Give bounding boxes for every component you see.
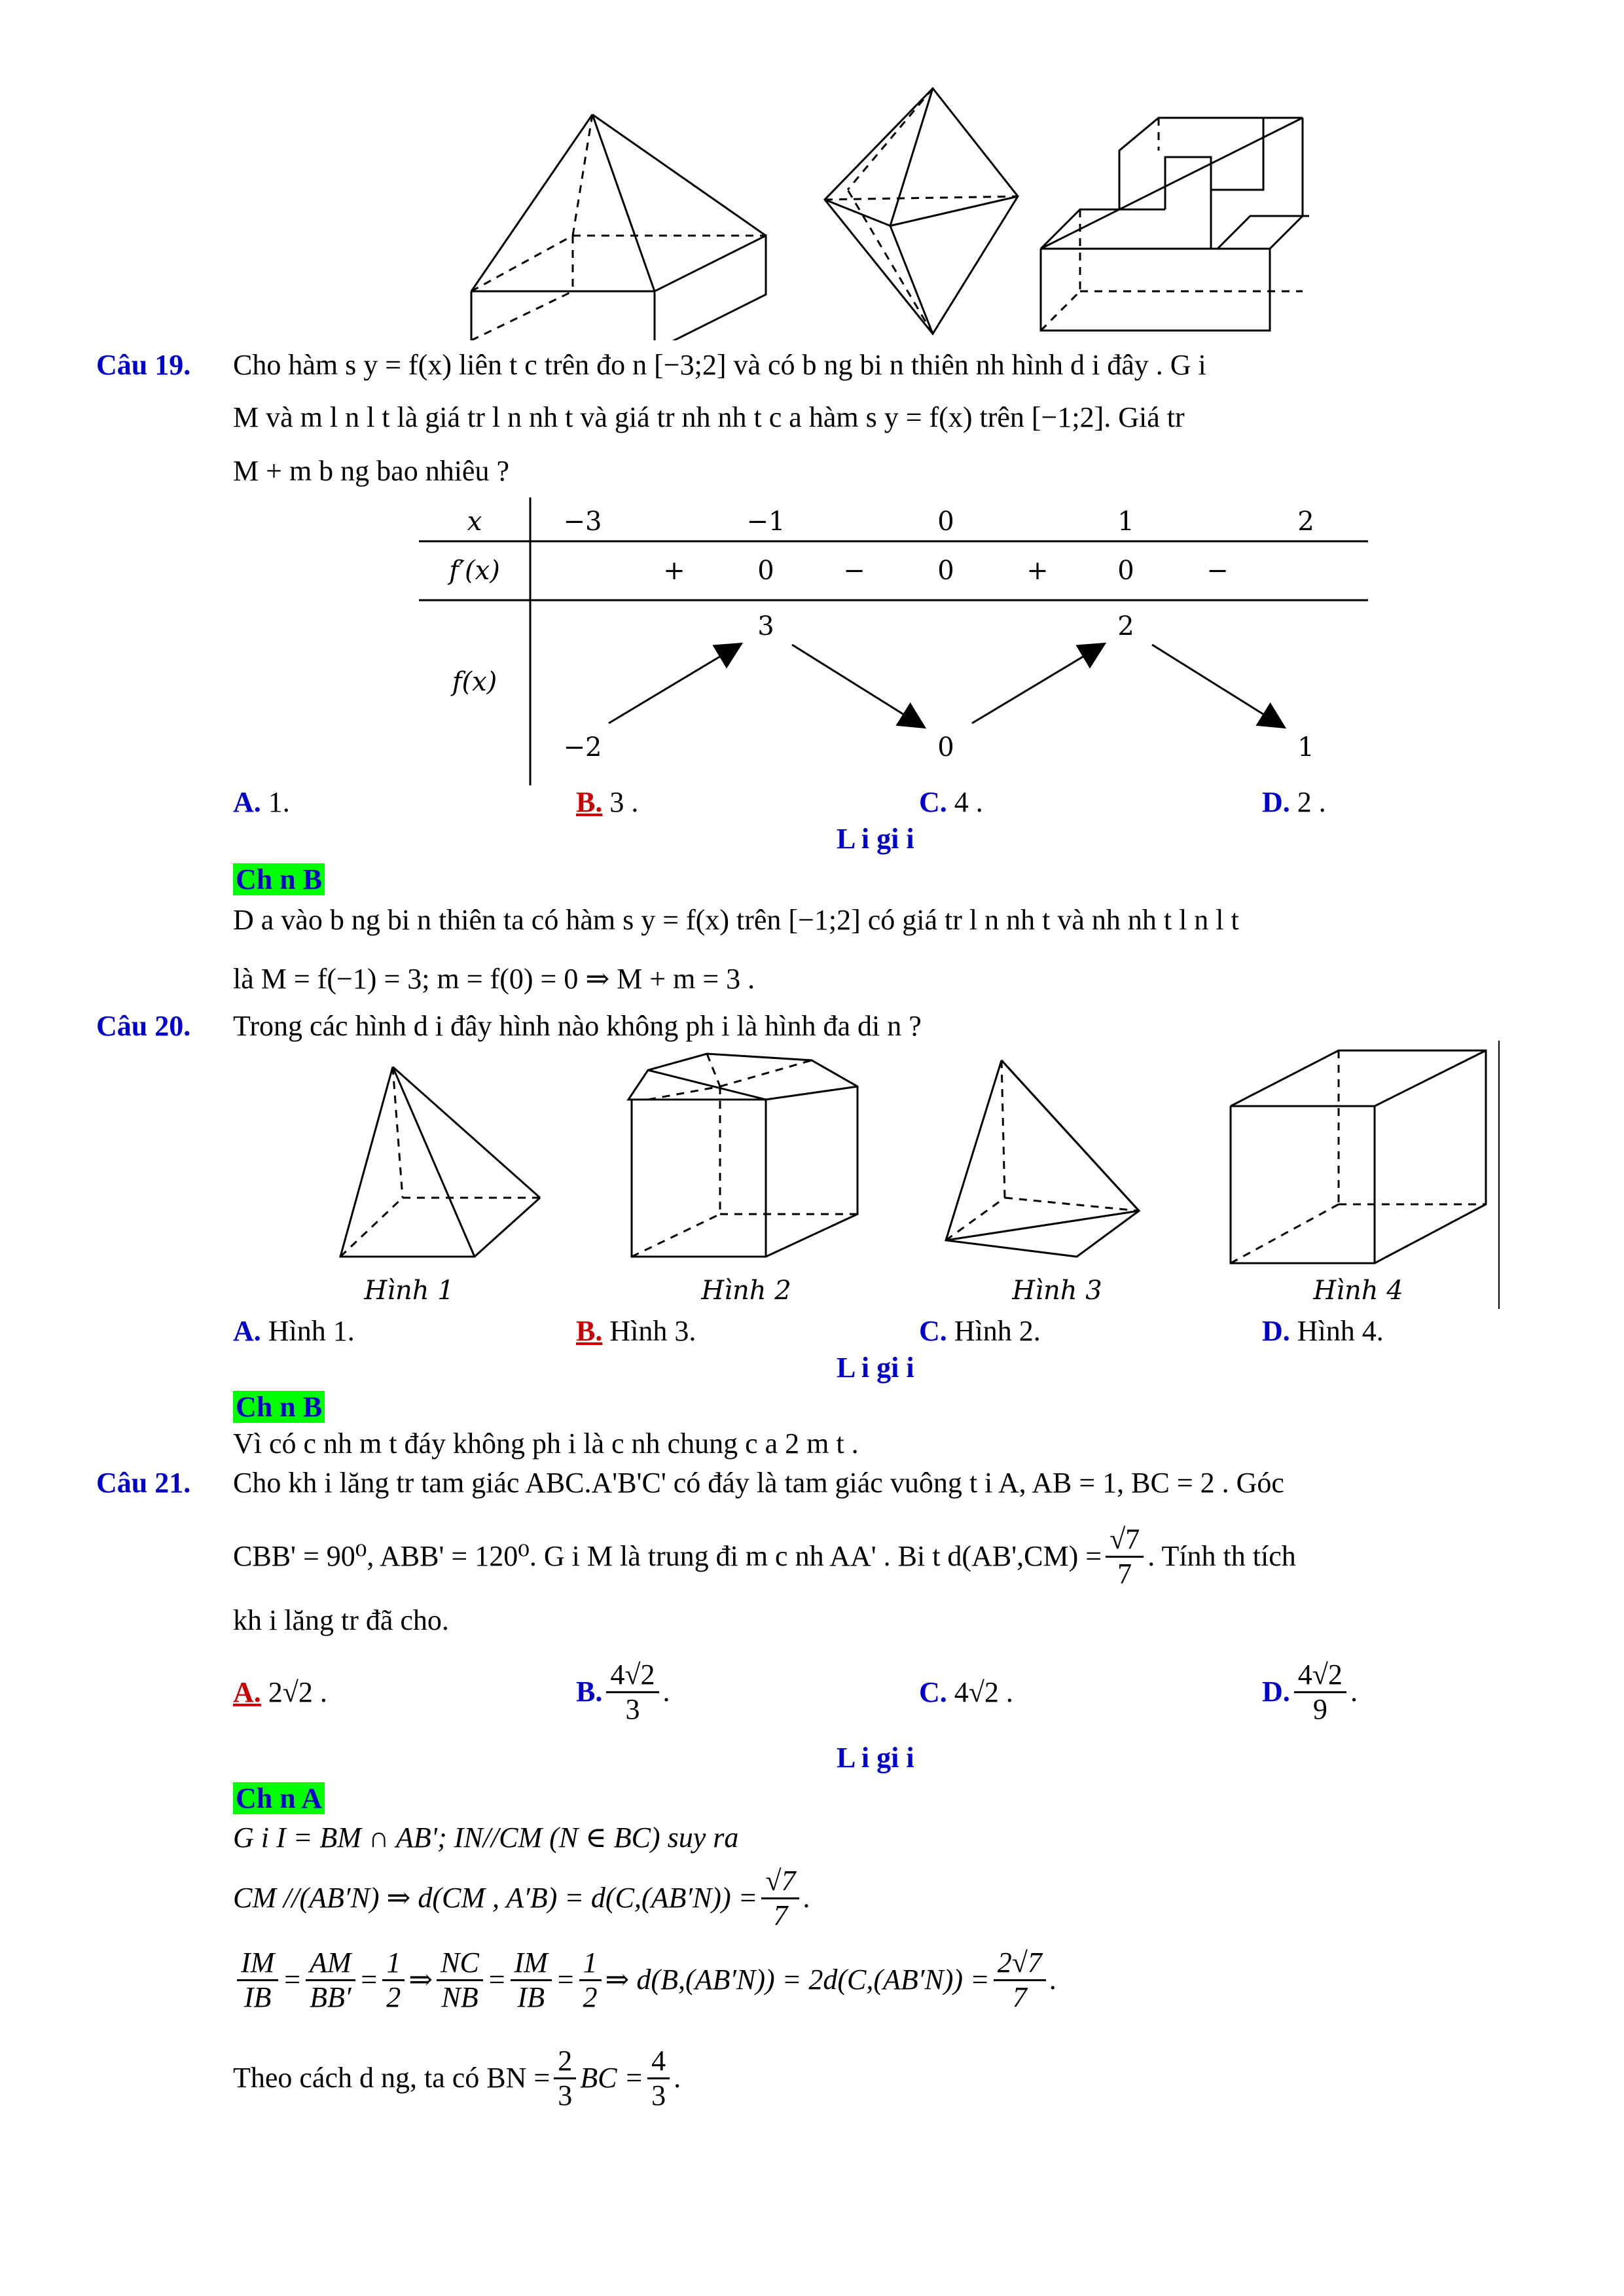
q19-line1: Cho hàm s y = f(x) liên t c trên đo n [−3;2] và có b ng bi n thiên nh hình d i đây . G i <box>233 349 1206 381</box>
answer-key: A. <box>233 1676 261 1708</box>
frac-den: 7 <box>773 1899 788 1931</box>
frac-den: NB <box>441 1981 478 2013</box>
answer-text: 4 . <box>947 786 983 818</box>
answer-text: 2 . <box>1290 786 1326 818</box>
frac-den: 3 <box>558 2079 573 2111</box>
table-x-label: x <box>467 507 482 537</box>
q20-loigiai: L i gi i <box>837 1352 914 1384</box>
q21-sol3: $\frac{IM}{IB}$ = $\frac{AM}{BB'}$ = $\frac{1}{2}$ ⇒ $\frac{NC}{NB}$ = $\frac{IM}{IB}$ = $\frac{1}{2}$ ⇒ d(B,(AB′N)) = 2d(C,(AB′N)) = $\frac{2√7}{7}$ . <box>233 1937 1057 2022</box>
stepped-solid-figure <box>1041 118 1309 331</box>
answer-text: 2√2 . <box>261 1676 327 1708</box>
q21-line2-tail: . Tính th tích <box>1147 1540 1296 1572</box>
frac-num: IM <box>511 1946 552 1981</box>
frac-num: 1 <box>579 1946 602 1981</box>
q21-line2-text: CBB' = 90⁰, ABB' = 120⁰. G i M là trung đi m c nh AA' . Bi t d(AB',CM) = <box>233 1540 1102 1572</box>
q20-answer-c[interactable] <box>919 1314 1041 1348</box>
q20-chon: Ch n B <box>233 1391 325 1423</box>
q19-answer-b[interactable] <box>576 785 638 819</box>
q19-line2: M và m l n l t là giá tr l n nh t và giá tr nh nh t c a hàm s y = f(x) trên [−1;2]. Giá tr <box>233 401 1185 433</box>
q21-sol2-text: CM //(AB′N) ⇒ d(CM , A′B) = d(C,(AB′N)) = <box>233 1882 758 1914</box>
frac-num: 4√2 <box>606 1659 659 1693</box>
table-x-value: −3 <box>563 507 602 537</box>
q20-sol: Vì có c nh m t đáy không ph i là c nh chung c a 2 m t . <box>233 1427 859 1460</box>
caption-hinh1: Hình 1 <box>364 1276 454 1306</box>
q19-row1 <box>96 348 190 382</box>
table-f-label: f(x) <box>452 667 497 697</box>
pyramid-box-figure <box>471 115 766 340</box>
answer-text: Hình 1. <box>261 1315 355 1347</box>
sqrt7-over-7 <box>1106 1523 1144 1590</box>
frac-num: √7 <box>761 1865 799 1899</box>
top-figures <box>458 79 1322 340</box>
table-fp-zero: 0 <box>937 556 954 586</box>
table-f-value: 3 <box>757 611 774 641</box>
q19-line3: M + m b ng bao nhiêu ? <box>233 455 509 487</box>
answer-text: 3 . <box>602 786 639 818</box>
frac-num: IM <box>237 1946 278 1981</box>
table-fp-sign: − <box>1206 556 1229 586</box>
variation-table <box>419 488 1375 789</box>
q21-line2 <box>233 1517 1296 1596</box>
answer-key: B. <box>576 786 603 818</box>
q19-answer-d[interactable] <box>1262 785 1326 819</box>
table-f-value: −2 <box>563 732 602 762</box>
frac-den: IB <box>517 1981 545 2013</box>
answer-text: Hình 2. <box>947 1315 1041 1347</box>
answer-key: D. <box>1262 1315 1290 1347</box>
frac-num: 1 <box>382 1946 405 1981</box>
q19-sol1: D a vào b ng bi n thiên ta có hàm s y = f(x) trên [−1;2] có giá tr l n nh t và nh nh t l n l t <box>233 904 1239 936</box>
caption-hinh4: Hình 4 <box>1313 1276 1403 1306</box>
table-x-value: 1 <box>1117 507 1134 537</box>
q21-loigiai: L i gi i <box>837 1742 914 1774</box>
q20-number: Câu 20. <box>96 1010 191 1042</box>
q21-answer-c[interactable] <box>919 1676 1013 1710</box>
answer-text: Hình 4. <box>1290 1315 1384 1347</box>
table-fp-sign: + <box>1026 556 1049 586</box>
hinh3-figure <box>946 1060 1139 1257</box>
answer-key: C. <box>919 786 947 818</box>
q19-answer-c[interactable] <box>919 785 983 819</box>
hinh2-figure <box>628 1054 857 1257</box>
table-fp-sign: + <box>663 556 685 586</box>
answer-key: A. <box>233 1315 261 1347</box>
answer-key: A. <box>233 786 261 818</box>
answer-key: C. <box>919 1315 947 1347</box>
table-x-value: 2 <box>1297 507 1314 537</box>
q21-sol1: G i I = BM ∩ AB'; IN//CM (N ∈ BC) suy ra <box>233 1821 739 1854</box>
answer-text: Hình 3. <box>602 1315 696 1347</box>
table-f-value: 2 <box>1117 611 1134 641</box>
q19-loigiai: L i gi i <box>837 823 914 855</box>
frac-den: 7 <box>1117 1557 1132 1590</box>
table-fp-zero: 0 <box>757 556 774 586</box>
frac-num: 2 <box>554 2045 576 2079</box>
q21-sol4: Theo cách d ng, ta có BN = $\frac{2}{3}$ BC = $\frac{4}{3}$ . <box>233 2044 681 2111</box>
table-fp-label: f′(x) <box>449 556 500 586</box>
q21-number: Câu 21. <box>96 1467 191 1499</box>
table-arrows <box>609 645 1283 726</box>
q20-answer-d[interactable] <box>1262 1314 1384 1348</box>
table-fp-zero: 0 <box>1117 556 1134 586</box>
table-x-value: −1 <box>746 507 785 537</box>
frac-den: 2 <box>583 1981 598 2013</box>
frac-num: 4√2 <box>1294 1659 1346 1693</box>
table-x-value: 0 <box>937 507 954 537</box>
caption-hinh3: Hình 3 <box>1012 1276 1102 1306</box>
q21-line3: kh i lăng tr đã cho. <box>233 1604 449 1636</box>
frac-num: AM <box>306 1946 355 1981</box>
q21-sol4-text: Theo cách d ng, ta có BN = <box>233 2062 550 2094</box>
q20-answer-a[interactable] <box>233 1314 355 1348</box>
answer-key: B. <box>576 1315 603 1347</box>
frac-den: 3 <box>651 2079 666 2111</box>
answer-key: D. <box>1262 786 1290 818</box>
caption-hinh2: Hình 2 <box>701 1276 791 1306</box>
table-fp-sign: − <box>843 556 865 586</box>
q21-chon: Ch n A <box>233 1782 325 1814</box>
q21-answer-a[interactable] <box>233 1676 327 1710</box>
answer-key: D. <box>1262 1676 1290 1708</box>
q19-chon: Ch n B <box>233 863 325 895</box>
q21-answer-d[interactable]: D. $\frac{4√2}{9}$ . <box>1262 1658 1358 1725</box>
hinh4-figure <box>1231 1041 1499 1309</box>
q19-sol2: là M = f(−1) = 3; m = f(0) = 0 ⇒ M + m = 3 . <box>233 963 755 995</box>
frac-den: 9 <box>1312 1693 1327 1725</box>
answer-text: 4√2 . <box>947 1676 1013 1708</box>
table-f-value: 1 <box>1297 732 1314 762</box>
hinh1-figure <box>340 1067 540 1257</box>
frac-den: BB′ <box>310 1981 352 2013</box>
frac-num: 4 <box>647 2045 670 2079</box>
frac-den: 2 <box>386 1981 401 2013</box>
q19-answer-a[interactable] <box>233 785 290 819</box>
frac-num: √7 <box>1106 1523 1144 1558</box>
table-f-value: 0 <box>937 732 954 762</box>
frac-den: IB <box>244 1981 272 2013</box>
answer-key: C. <box>919 1676 947 1708</box>
answer-text: 1. <box>261 786 290 818</box>
q21-sol4-mid: BC = <box>580 2062 644 2094</box>
q21-answer-b[interactable]: B. $\frac{4√2}{3}$ . <box>576 1658 670 1725</box>
octahedron-figure <box>825 88 1018 334</box>
q21-line1: Cho kh i lăng tr tam giác ABC.A'B'C' có đáy là tam giác vuông t i A, AB = 1, BC = 2 . Góc <box>233 1467 1284 1499</box>
q21-sol2: CM //(AB′N) ⇒ d(CM , A′B) = d(C,(AB′N)) = $\frac{√7}{7}$ . <box>233 1864 811 1931</box>
frac-num: NC <box>437 1946 483 1981</box>
q20-text: Trong các hình d i đây hình nào không ph i là hình đa di n ? <box>233 1010 922 1042</box>
frac-den: 7 <box>1012 1981 1027 2013</box>
q21-sol3-tail: ⇒ d(B,(AB′N)) = 2d(C,(AB′N)) = <box>605 1964 990 1996</box>
q19-number: Câu 19. <box>96 349 191 381</box>
frac-num: 2√7 <box>994 1946 1046 1981</box>
frac-den: 3 <box>625 1693 640 1725</box>
q20-figures <box>321 1041 1512 1316</box>
q20-answer-b[interactable] <box>576 1314 696 1348</box>
answer-key: B. <box>576 1676 603 1708</box>
